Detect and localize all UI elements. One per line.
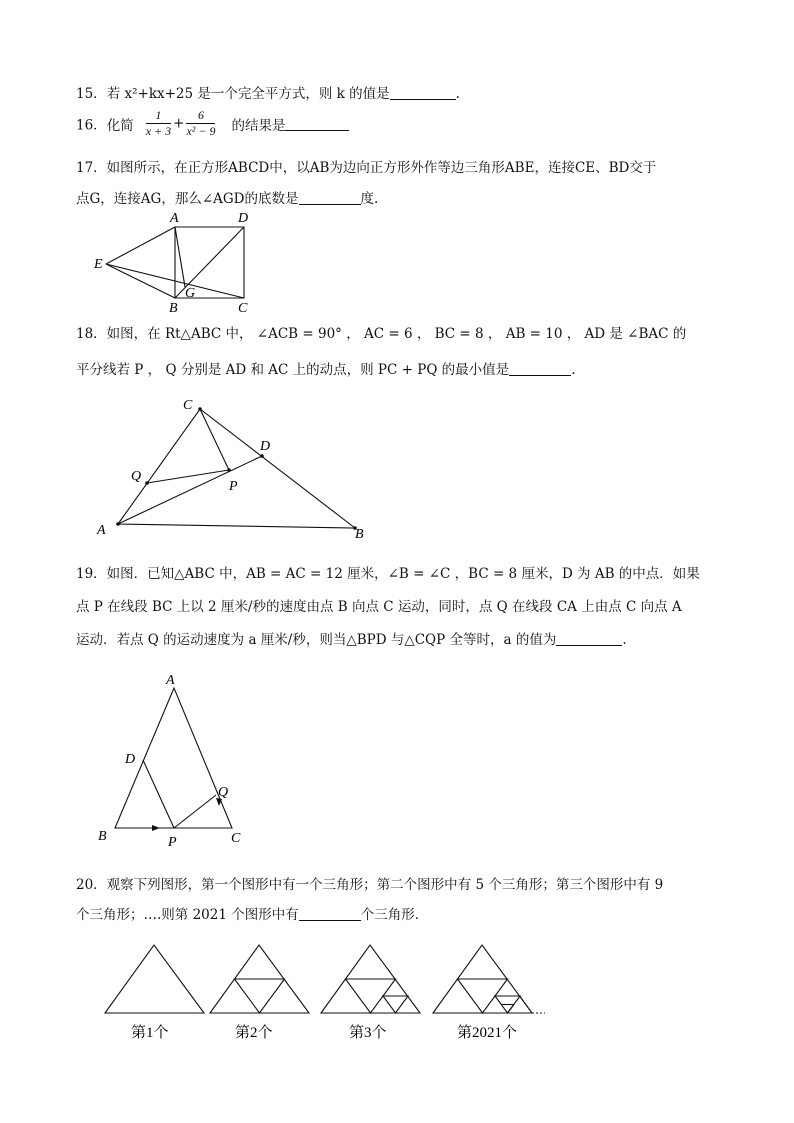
question-19-line-3: 运动．若点 Q 的运动速度为 a 厘米/秒，则当△BPD 与△CQP 全等时，a 的值为 .	[76, 632, 627, 648]
q17-label-B: B	[169, 301, 178, 316]
q17-label-C: C	[238, 301, 248, 316]
q15-number: 15．	[76, 86, 107, 102]
q18-label-B: B	[355, 527, 364, 542]
q18-label-P: P	[229, 479, 238, 494]
question-20-line-1: 20．观察下列图形，第一个图形中有一个三角形；第二个图形中有 5 个三角形；第三个图形中有 9	[76, 877, 664, 893]
q16-fraction-2: $\frac{6}{\text{x² − 9}}$	[186, 108, 216, 138]
q19-label-A: A	[166, 673, 175, 688]
q16-fraction-1: $\frac{1}{x + 3}$	[145, 108, 172, 138]
q19-label-P: P	[168, 835, 177, 850]
q19-label-C: C	[231, 831, 241, 846]
q17-label-E: E	[94, 257, 103, 272]
q17-label-D: D	[238, 211, 249, 226]
q17-label-G: G	[185, 286, 196, 301]
q19-label-D: D	[125, 752, 136, 767]
question-15: 15．若 x²+kx+25 是一个完全平方式，则 k 的值是 .	[76, 86, 460, 102]
question-19-line-1: 19．如图．已知△ABC 中，AB = AC = 12 厘米，∠B = ∠C ，BC = 8 厘米，D 为 AB 的中点．如果	[76, 566, 700, 582]
q20-caption-2: 第2个	[235, 1025, 273, 1041]
question-18-line-2: 平分线若 P ， Q 分别是 AD 和 AC 上的动点，则 PC + PQ 的最小值是 .	[76, 362, 576, 378]
q17-label-A: A	[170, 211, 179, 226]
q16-number: 16．	[76, 117, 107, 134]
question-17-line-2: 点G，连接AG，那么∠AGD的底数是 度.	[76, 191, 379, 207]
question-17-line-1: 17．如图所示，在正方形ABCD中，以AB为边向正方形外作等边三角形ABE，连接CE、BD交于	[76, 160, 657, 176]
q18-label-Q: Q	[131, 469, 142, 484]
q19-label-Q: Q	[218, 785, 229, 800]
q15-text: 若 x²+kx+25 是一个完全平方式，则 k 的值是	[106, 86, 390, 102]
q20-caption-2021: 第2021个	[457, 1025, 518, 1041]
q20-caption-1: 第1个	[131, 1025, 169, 1041]
question-19-line-2: 点 P 在线段 BC 上以 2 厘米/秒的速度由点 B 向点 C 运动，同时，点 Q 在线段 CA 上由点 C 向点 A	[76, 599, 682, 615]
question-16: 16．化简 $\frac{1}{x + 3}$ + $\frac{6}{\text{x² − 9}}$ 的结果是	[76, 108, 349, 139]
q18-label-A: A	[97, 523, 106, 538]
q18-label-D: D	[260, 439, 271, 454]
question-18-line-1: 18．如图，在 Rt△ABC 中， ∠ACB = 90° ， AC = 6 ， BC = 8 ， AB = 10 ， AD 是 ∠BAC 的	[76, 326, 687, 342]
q19-label-B: B	[98, 829, 107, 844]
q20-caption-3: 第3个	[349, 1025, 387, 1041]
q18-label-C: C	[183, 398, 193, 413]
question-20-line-2: 个三角形；….则第 2021 个图形中有 个三角形．	[76, 907, 429, 923]
